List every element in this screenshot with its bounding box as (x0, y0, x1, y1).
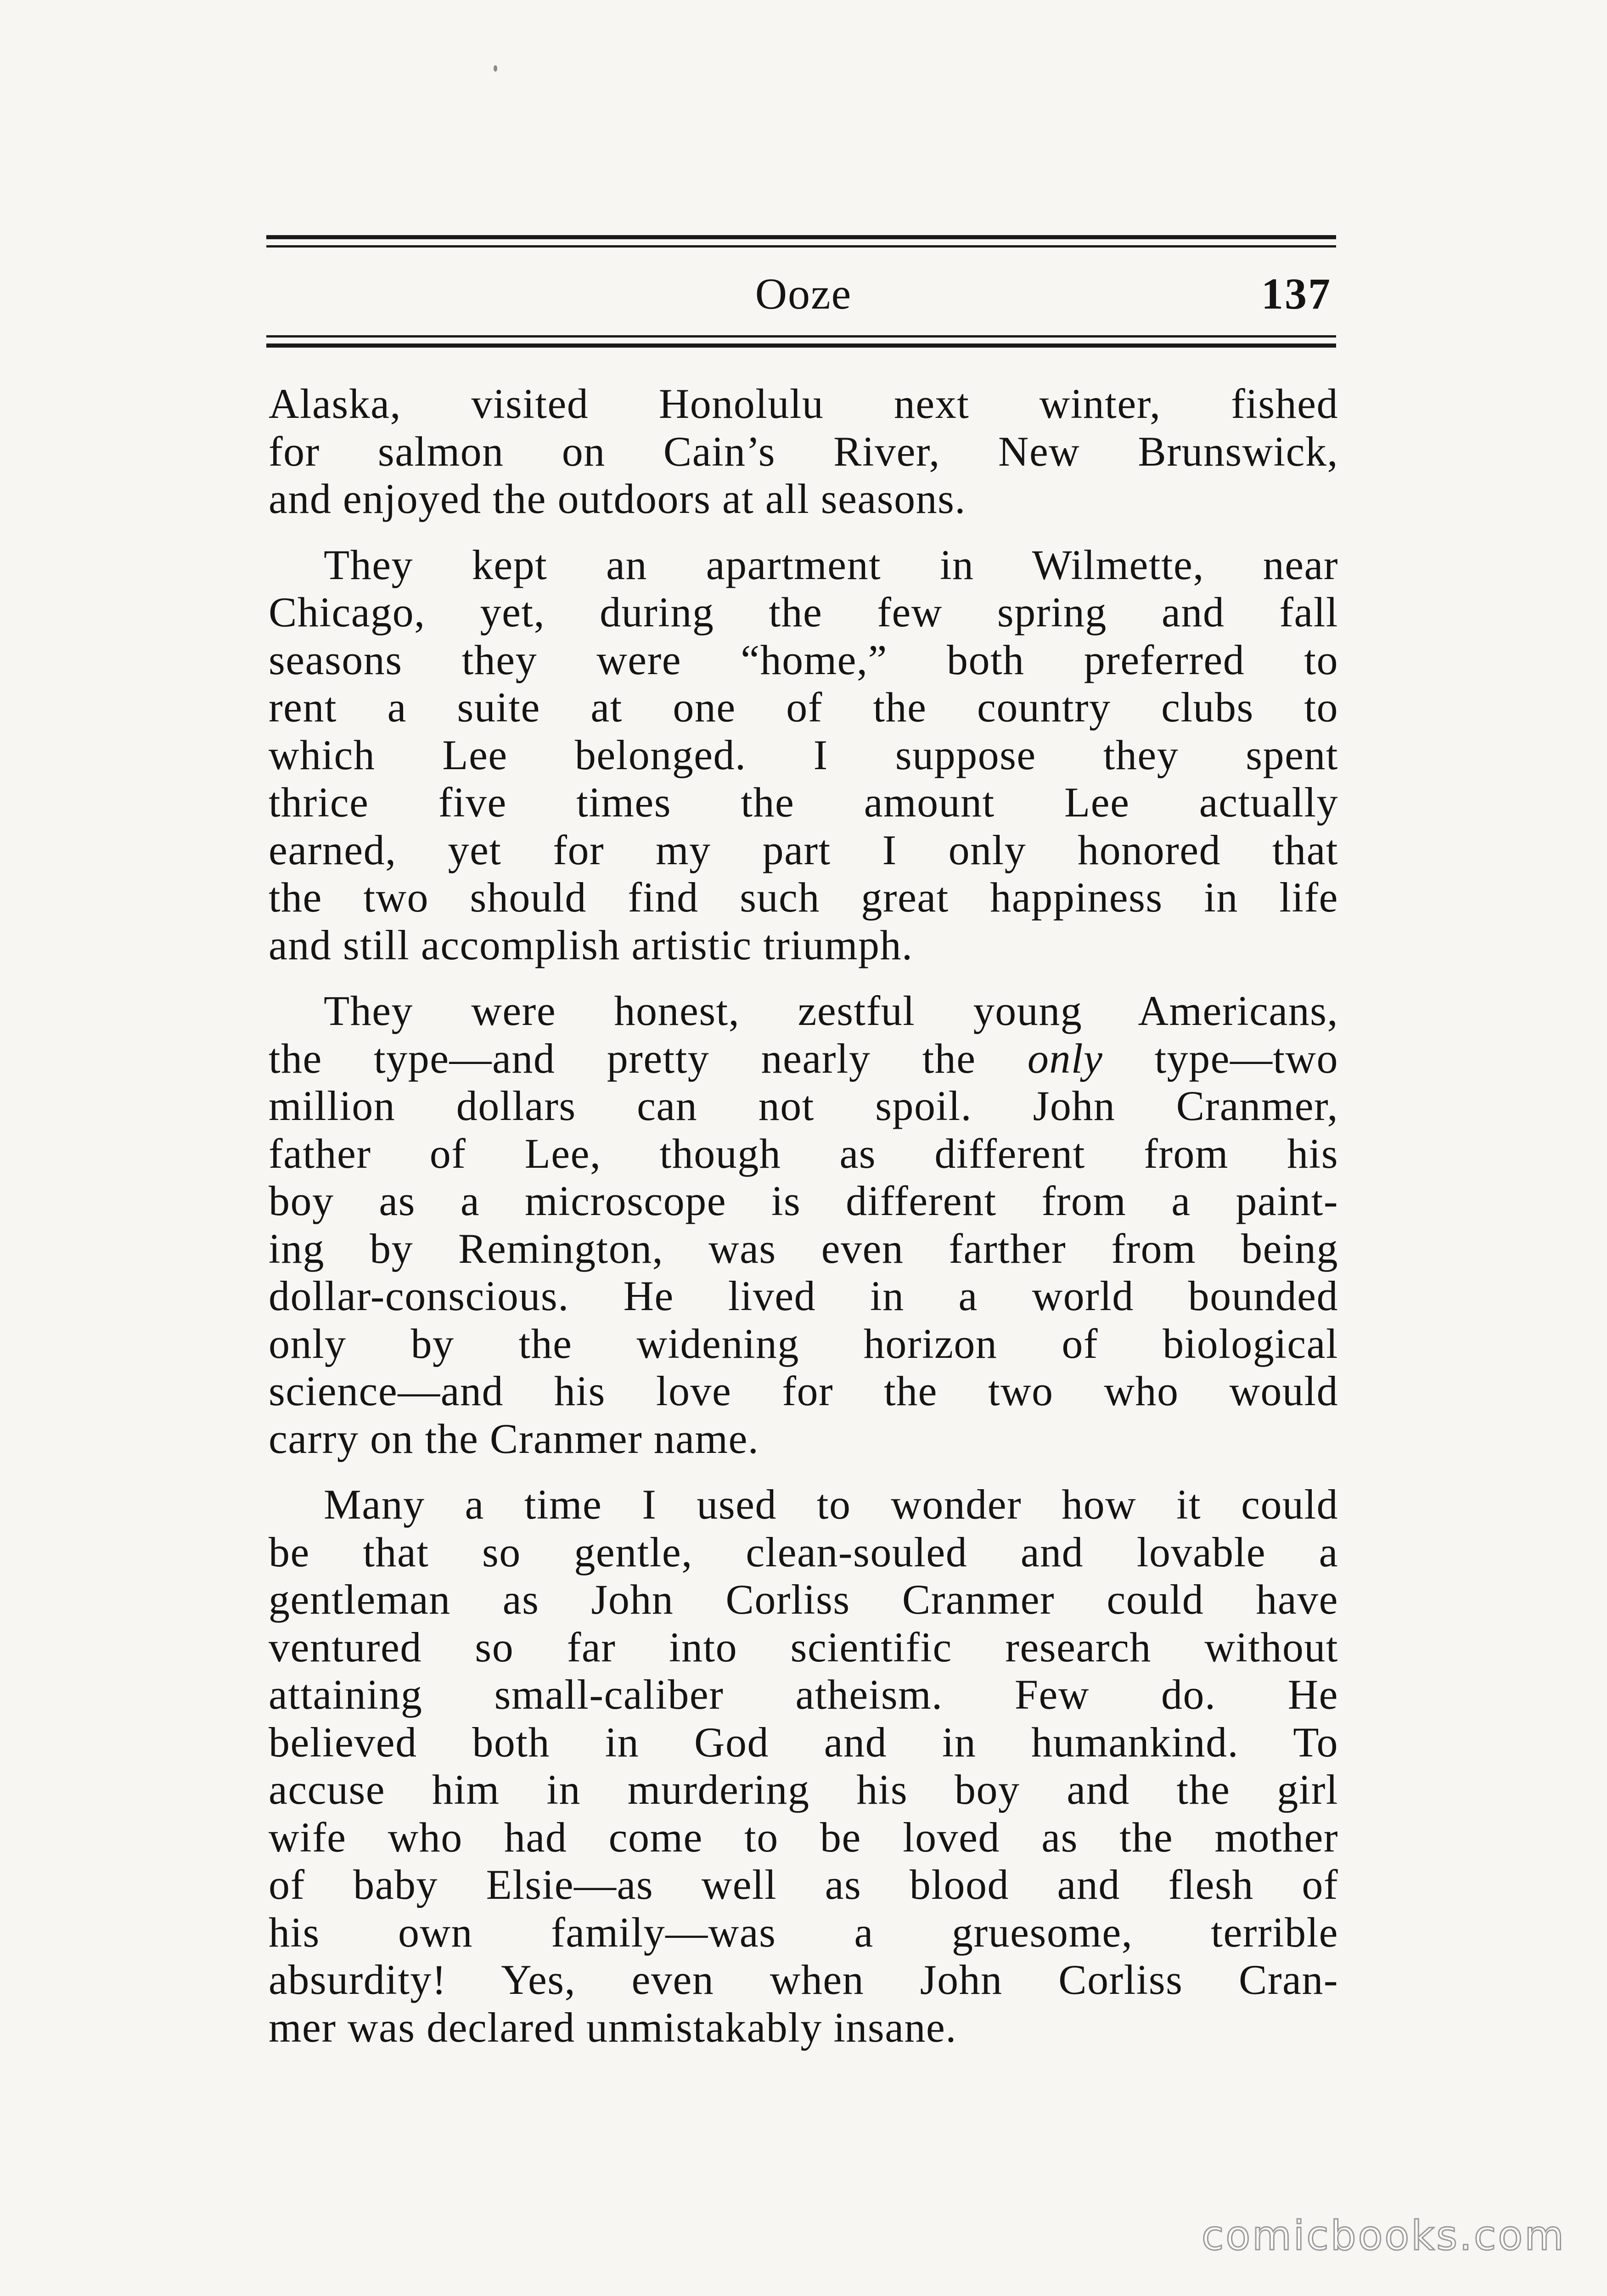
header-rule-top (266, 235, 1336, 248)
paragraph-4 (269, 1481, 1338, 2051)
text-line: and enjoyed the outdoors at all seasons. (269, 475, 966, 522)
text-line: boy as a microscope is different from a paint- (269, 1177, 1338, 1224)
text-line: for salmon on Cain’s River, New Brunswick, (269, 428, 1338, 475)
text-line: be that so gentle, clean-souled and lovable a (269, 1528, 1338, 1576)
text-line: thrice five times the amount Lee actually (269, 779, 1338, 826)
text-line: ing by Remington, was even farther from being (269, 1225, 1338, 1272)
text-line: seasons they were “home,” both preferred to (269, 636, 1338, 683)
paragraph-2 (269, 541, 1338, 969)
text-line: science—and his love for the two who would (269, 1367, 1338, 1414)
text-line: and still accomplish artistic triumph. (269, 921, 913, 968)
text-line: earned, yet for my part I only honored that (269, 826, 1338, 873)
text-line: which Lee belonged. I suppose they spent (269, 731, 1338, 778)
text-line: Many a time I used to wonder how it could (324, 1481, 1338, 1528)
text-line: rent a suite at one of the country clubs to (269, 684, 1338, 731)
text-line: attaining small-caliber atheism. Few do. He (269, 1671, 1338, 1718)
text-line: mer was declared unmistakably insane. (269, 2003, 957, 2051)
text-line: the two should find such great happiness in life (269, 874, 1338, 921)
text-line: dollar-conscious. He lived in a world bounded (269, 1272, 1338, 1319)
text-line: ventured so far into scientific research without (269, 1623, 1338, 1671)
body-text (269, 380, 1338, 2070)
text-line: believed both in God and in humankind. To (269, 1718, 1338, 1766)
text-line: They kept an apartment in Wilmette, near (324, 541, 1338, 588)
watermark-text: comicbooks.com (1201, 2212, 1566, 2259)
text-line: carry on the Cranmer name. (269, 1415, 759, 1462)
text-fragment: type—two (1103, 1035, 1338, 1082)
text-line: Chicago, yet, during the few spring and fall (269, 589, 1338, 636)
paragraph-3 (269, 987, 1338, 1463)
text-line: million dollars can not spoil. John Cranmer, (269, 1082, 1338, 1129)
italic-word: only (1027, 1035, 1103, 1082)
header-rule-bottom (266, 335, 1336, 348)
text-line: only by the widening horizon of biological (269, 1320, 1338, 1367)
text-line-with-italic (269, 1035, 1338, 1083)
text-line: They were honest, zestful young Americans, (324, 987, 1338, 1034)
text-line: absurdity! Yes, even when John Corliss Cran- (269, 1956, 1338, 2003)
text-line: gentleman as John Corliss Cranmer could have (269, 1576, 1338, 1623)
page-number: 137 (1261, 269, 1332, 318)
paragraph-1 (269, 380, 1338, 523)
text-line: his own family—was a gruesome, terrible (269, 1908, 1338, 1956)
running-head-title: Ooze (755, 269, 852, 318)
text-line: of baby Elsie—as well as blood and flesh of (269, 1861, 1338, 1908)
text-line: father of Lee, though as different from his (269, 1130, 1338, 1177)
text-line: accuse him in murdering his boy and the girl (269, 1766, 1338, 1813)
text-line: wife who had come to be loved as the mother (269, 1813, 1338, 1861)
text-fragment: the type—and pretty nearly the (269, 1035, 1028, 1082)
speck-mark (494, 65, 497, 72)
text-line: Alaska, visited Honolulu next winter, fished (269, 380, 1338, 427)
